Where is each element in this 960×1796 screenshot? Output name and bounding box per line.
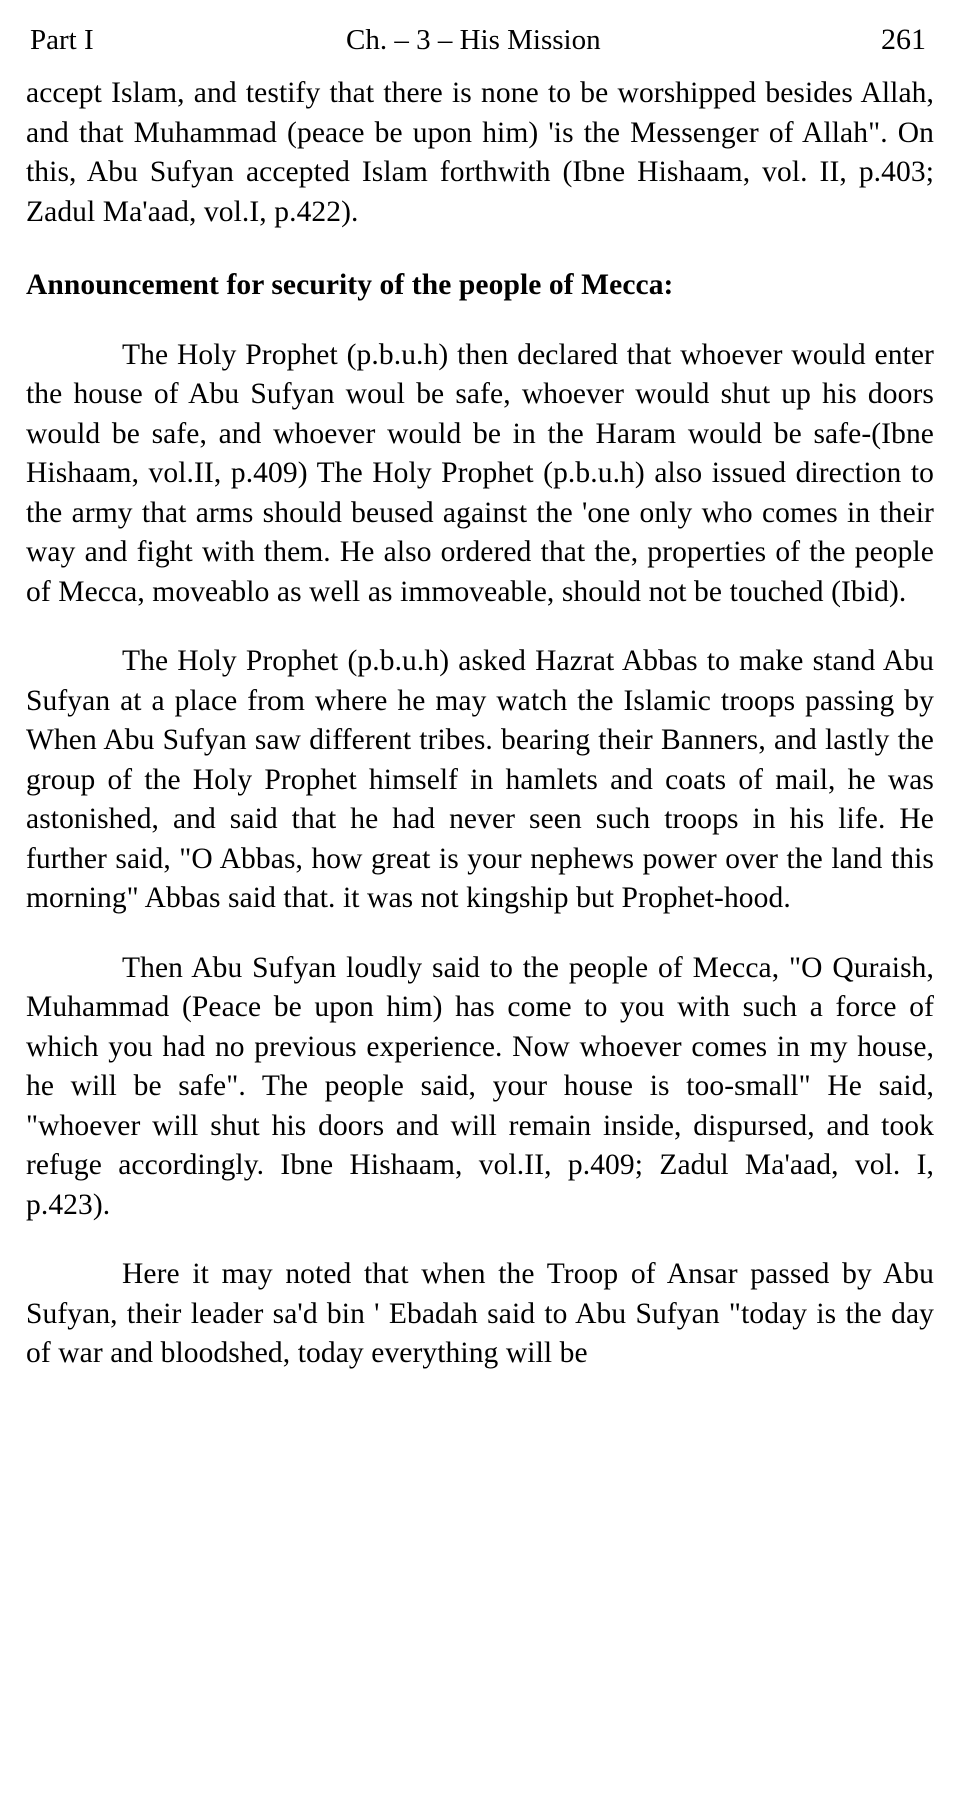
- header-chapter-title: Ch. – 3 – His Mission: [346, 24, 601, 56]
- spacer: [26, 919, 934, 949]
- paragraph-body: The Holy Prophet (p.b.u.h) asked Hazrat Abbas to make stand Abu Sufyan at a place from where he may watch the Islamic troops passing by When Abu Sufyan saw different tribes. bearing their Banners, and lastly the group of the Holy Prophet himself in hamlets and coats of mail, he was astonished, and said that he had never seen such troops in his life. He further said, "O Abbas, how great is your nephews power over the land this morning" Abbas said that. it was not kingship but Prophet-hood.: [26, 645, 934, 915]
- paragraph-body: Then Abu Sufyan loudly said to the people of Mecca, "O Quraish, Muhammad (Peace be upon him) has come to you with such a force of which you had no previous experience. Now whoever comes in my house, he will be safe". The people said, your house is too-small" He said, "whoever will shut his doors and will remain inside, dispursed, and took refuge accordingly. Ibne Hishaam, vol.II, p.409; Zadul Ma'aad, vol. I, p.423).: [26, 951, 934, 1221]
- section-heading: Announcement for security of the people of Mecca:: [26, 269, 674, 302]
- paragraph-continued: accept Islam, and testify that there is none to be worshipped besides Allah, and that Muhammad (peace be upon him) 'is the Messenger of Allah". On this, Abu Sufyan accepted Islam forthwith (Ibne Hishaam, vol. II, p.403; Zadul Ma'aad, vol.I, p.422).: [26, 77, 934, 228]
- spacer: [26, 1225, 934, 1255]
- header-part-label: Part I: [30, 24, 94, 56]
- spacer: [26, 306, 934, 336]
- paragraph-body: Here it may noted that when the Troop of Ansar passed by Abu Sufyan, their leader sa'd bin ' Ebadah said to Abu Sufyan "today is the day of war and bloodshed, today everything will be: [26, 1258, 934, 1370]
- page-number: 261: [881, 23, 926, 56]
- page-header: [26, 22, 934, 58]
- page-body: [26, 64, 934, 1374]
- spacer: [26, 612, 934, 642]
- spacer: [26, 232, 934, 266]
- paragraph-body: The Holy Prophet (p.b.u.h) then declared that whoever would enter the house of Abu Sufyan woul be safe, whoever would shut up his doors would be safe, and whoever would be in the Haram would be safe-(Ibne Hishaam, vol.II, p.409) The Holy Prophet (p.b.u.h) also issued direction to the army that arms should beused against the 'one only who comes in their way and fight with them. He also ordered that the, properties of the people of Mecca, moveablo as well as immoveable, should not be touched (Ibid).: [26, 338, 934, 608]
- spacer: [26, 64, 934, 74]
